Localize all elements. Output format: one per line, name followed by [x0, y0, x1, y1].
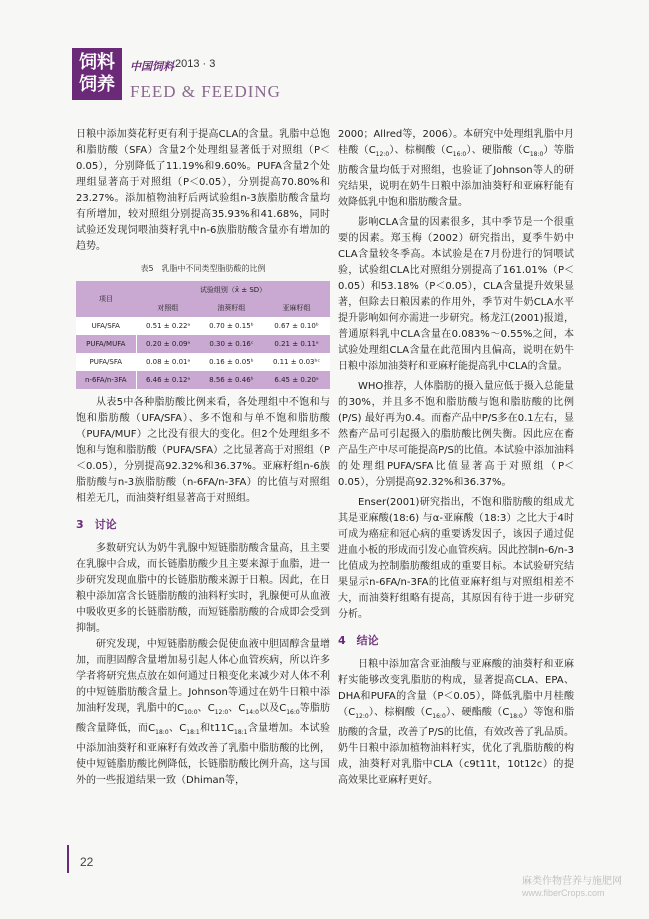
magazine-name: 中国饲料	[130, 60, 174, 73]
table-col-flax: 亚麻籽组	[263, 299, 330, 317]
issue-label: 2013 · 3	[175, 58, 216, 70]
text-run: 等脂肪酸含量降低，而C	[76, 703, 331, 734]
table-row	[76, 353, 330, 371]
text-run: ）、棕榈酸（C	[368, 707, 433, 718]
left-paragraph-2: 从表5中各种脂肪酸比例来看，各处理组中不饱和与饱和脂肪酸（UFA/SFA）、多不饱和与单不饱和脂肪酸（PUFA/MUF）之比没有很大的变化。但2个处理组多不饱和与饱和脂肪酸（PUFA/SFA）之比显著高于对照组（P＜0.05），分别提高92.32%和36.37%。亚麻籽组n-6族脂肪酸与n-3族脂肪酸（n-6FA/n-3FA）的比值与对照组相差无几，而油葵籽组显著高于对照组。	[76, 397, 330, 504]
table-caption: 表5 乳脂中不同类型脂肪酸的比例	[140, 264, 266, 273]
right-paragraph-5	[338, 657, 574, 789]
fatty-acid-ratio-table	[76, 281, 330, 389]
subscript: 16:0	[286, 709, 300, 716]
subscript: 12:0	[375, 151, 390, 158]
subscript: 18:0	[155, 729, 169, 736]
right-paragraph-2: 影响CLA含量的因素很多，其中季节是一个很重要的因素。郑玉梅（2002）研究指出，夏季牛奶中CLA含量较冬季高。本试验是在7月份进行的饲喂试验，试验组CLA比对照组分别提高了161.01%（P＜0.05）和53.18%（P＜0.05），CLA含量提升效果显著，但除去日粮因素的作用外，季节对牛奶CLA水平提升影响如何亦需进一步研究。杨龙江(2001)报道，普通原料乳中CLA含量在0.083%～0.55%之间，本试验处理组CLA含量在此范围内且偏高，说明在奶牛日粮中添加油葵籽和亚麻籽能提高乳中CLA的含量。	[338, 217, 574, 372]
table-cell: 0.11 ± 0.03ᵇᶜ	[263, 353, 330, 371]
subscript: 18:1	[186, 729, 200, 736]
table-cell: 6.45 ± 0.20ᵃ	[263, 371, 330, 389]
left-paragraph-4: 研究发现，中短链脂肪酸会促使血液中胆固醇含量增加，而胆固醇含量增加易引起人体心血管疾病，所以许多学者将研究焦点放在如何通过日粮变化来减少对人体不利的中短链脂肪酸含量上。Johnson等通过在奶牛日粮中添加油籽发现，乳脂中的$C_{10:0}$、$C_{12:0}$、$C_{14:0}$以及$C_{16:0}$等脂肪酸含量降低，而$C_{18:0}$、$C_{18:1}$和$t11C_{18:1}$含量增加。本试验中添加油葵籽和亚麻籽有效改善了乳脂中脂肪酸的比例，使中短链脂肪酸比例降低，长链脂肪酸比例升高，这与国外的一些报道结果一致（Dhiman等，	[76, 639, 331, 786]
text-run: 含量增加。本试验中添加油葵籽和亚麻籽有效改善了乳脂中脂肪酸的比例，使中短链脂肪酸比例降低，长链脂肪酸比例升高，这与国外的一些报道结果一致（Dhiman等，	[76, 723, 330, 786]
subscript: 14:0	[245, 709, 259, 716]
table-header-item: 项目	[76, 281, 136, 317]
text-run: ）等脂肪酸含量均低于对照组，也验证了Johnson等人的研究结果，说明在奶牛日粮中添加油葵籽和亚麻籽能有效降低乳中饱和脂肪酸含量。	[338, 145, 575, 208]
table-cell: n-6FA/n-3FA	[76, 371, 136, 389]
subscript: 18:1	[234, 729, 248, 736]
page-number-bar	[67, 845, 69, 873]
table-cell: PUFA/MUFA	[76, 335, 136, 353]
table-cell: 0.21 ± 0.11ᵃ	[263, 335, 330, 353]
text-run: 日粮中添加富含亚油酸与亚麻酸的油葵籽和亚麻籽实能够改变乳脂肪的构成，显著提高CLA、EPA、DHA和PUFA的含量（P＜0.05），降低乳脂中月桂酸（C	[338, 659, 574, 718]
table-row	[76, 371, 330, 389]
page-number: 22	[80, 855, 94, 869]
logo-line-2: 饲养	[79, 74, 115, 95]
journal-logo	[72, 48, 122, 100]
table-cell: 0.67 ± 0.10ᵇ	[263, 317, 330, 335]
table-row	[76, 317, 330, 335]
subscript: 12:0	[214, 709, 229, 716]
subscript: 16:0	[452, 151, 467, 158]
table-cell: 0.70 ± 0.15ᵇ	[200, 317, 263, 335]
table-cell: 6.46 ± 0.12ᵃ	[136, 371, 200, 389]
text-run: 研究发现，中短链脂肪酸会促使血液中胆固醇含量增加，而胆固醇含量增加易引起人体心血管疾病，所以许多学者将研究焦点放在如何通过日粮变化来减少对人体不利的中短链脂肪酸含量上。Johnson等通过在奶牛日粮中添加油籽发现，乳脂中的C	[76, 639, 330, 714]
right-paragraph-4: Enser(2001)研究指出，不饱和脂肪酸的组成尤其是亚麻酸(18:6) 与α-亚麻酸（18:3）之比大于4时可成为癌症和冠心病的重要诱发因子，该因子通过促进血小板的形成而引发心血管疾病。因此控制n-6/n-3比值成为控制脂肪酸组成的重要目标。本试验研究结果显示n-6FA/n-3FA的比值亚麻籽组与对照组相差不大，而油葵籽组略有提高，其原因有待于进一步研究分析。	[338, 497, 574, 620]
text-run: ）、棕榈酸（C	[389, 145, 453, 156]
text-run: ）、硬酯酸（C	[445, 707, 510, 718]
text-run: ）、硬脂酸（C	[466, 145, 530, 156]
logo-line-1: 饲料	[79, 52, 115, 73]
table-col-control: 对照组	[136, 299, 200, 317]
table-cell: 0.20 ± 0.09ᵃ	[136, 335, 200, 353]
text-run: ）等饱和脂肪酸的含量，改善了P/S的比值，有效改善了乳品质。奶牛日粮中添加植物油料籽实，优化了乳脂肪酸的构成，油葵籽对乳脂中CLA（c9t11t，10t12c）的提高效果比亚麻籽更好。	[338, 707, 575, 786]
text-run: 2000；Allred等，2006）。本研究中处理组乳脂中月桂酸（C	[338, 129, 574, 156]
subscript: 18:0	[509, 713, 523, 720]
table-cell: 0.08 ± 0.01ᵃ	[136, 353, 200, 371]
watermark-url: www.fiberCrops.com	[522, 888, 605, 898]
feed-feeding-title: FEED & FEEDING	[130, 82, 281, 101]
table-cell: 0.16 ± 0.05ᵇ	[200, 353, 263, 371]
subscript: 12:0	[355, 713, 369, 720]
table-cell: 0.51 ± 0.22ᵃ	[136, 317, 200, 335]
right-column	[338, 127, 574, 789]
left-paragraph-1: 日粮中添加葵花籽更有利于提高CLA的含量。乳脂中总饱和脂肪酸（SFA）含量2个处理组显著低于对照组（P＜0.05），分别降低了11.19%和9.60%。PUFA含量2个处理组显著高于对照组（P＜0.05），分别提高70.80%和23.27%。添加植物油籽后两试验组n-3族脂肪酸含量均有所增加，较对照组分别提高35.93%和41.68%，同时试验还发现饲喂油葵籽乳中n-6族脂肪酸含量亦有增加的趋势。	[76, 129, 330, 252]
subscript: 10:0	[184, 709, 198, 716]
right-paragraph-3: WHO推荐，人体脂肪的摄入量应低于摄入总能量的30%，并且多不饱和脂肪酸与饱和脂肪酸的比例(P/S) 最好再为0.4。而畜产品中P/S多在0.1左右，显然畜产品可引起摄入的脂肪酸比例失衡。因此应在畜产品生产中尽可能提高P/S的比值。本试验中添加油料的处理组PUFA/SFA比值显著高于对照组（P＜0.05），分别提高92.32%和36.37%。	[338, 381, 574, 488]
table-cell: 8.56 ± 0.46ᵇ	[200, 371, 263, 389]
table-row	[76, 335, 330, 353]
left-paragraph-3: 多数研究认为奶牛乳腺中短链脂肪酸含量高，且主要在乳腺中合成，而长链脂肪酸少且主要来源于血脂，进一步研究发现血脂中的长链脂肪酸来源于日粮。因此，在日粮中添加富含长链脂肪酸的油料籽实时，乳腺便可从血液中吸收更多的长链脂肪酸，而短链脂肪酸的合成即会受到抑制。	[76, 543, 330, 634]
table-cell: UFA/SFA	[76, 317, 136, 335]
subscript: 16:0	[432, 713, 446, 720]
section-heading-conclusion: 4 结论	[338, 634, 379, 647]
section-heading-discussion: 3 讨论	[76, 518, 117, 531]
subscript: 18:0	[529, 151, 544, 158]
table-header-group: 试验组别（x̄ ± SD）	[136, 281, 330, 299]
table-col-sunflower: 油葵籽组	[200, 299, 263, 317]
right-paragraph-1	[338, 127, 574, 211]
left-column	[76, 127, 330, 789]
table-cell: 0.30 ± 0.16ᶜ	[200, 335, 263, 353]
table-cell: PUFA/SFA	[76, 353, 136, 371]
text-run: 和t11C	[199, 723, 235, 734]
watermark-text: 麻类作物营养与施肥网	[522, 876, 622, 887]
